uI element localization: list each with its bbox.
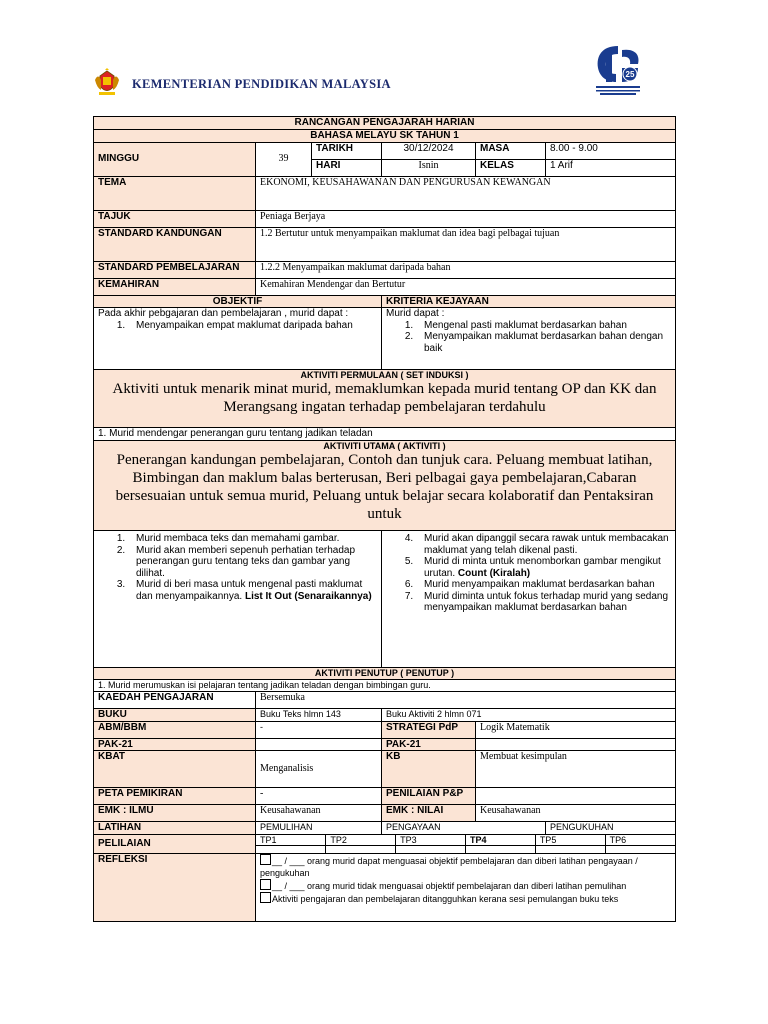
sk-value: 1.2 Bertutur untuk menyampaikan maklumat dan idea bagi pelbagai tujuan: [256, 227, 676, 261]
minggu-label: MINGGU: [94, 142, 256, 176]
tema-value: EKONOMI, KEUSAHAWANAN DAN PENGURUSAN KEWANGAN: [256, 176, 676, 210]
utama-left-cell: [94, 531, 382, 668]
kriteria-label: KRITERIA KEJAYAAN: [382, 295, 676, 308]
tp-item[interactable]: TP6: [605, 835, 675, 846]
kemahiran-label: KEMAHIRAN: [94, 278, 256, 295]
strategi-label: STRATEGI PdP: [382, 721, 476, 738]
tp-item[interactable]: TP1: [256, 835, 326, 846]
hari-label: HARI: [312, 159, 382, 176]
pak-label: PAK-21: [94, 738, 256, 751]
peta-value: -: [256, 788, 382, 805]
abm-value: -: [256, 721, 382, 738]
utama-step: 5. Murid di minta untuk menomborkan gambar mengikut urutan. Count (Kiralah): [416, 556, 671, 579]
abm-label: ABM/BBM: [94, 721, 256, 738]
kbat-value: Menganalisis: [256, 751, 382, 788]
pak-value-2: [476, 738, 676, 751]
permulaan-step: 1. Murid mendengar penerangan guru tentang jadikan teladan: [94, 428, 676, 441]
coat-of-arms-icon: [92, 68, 122, 98]
objektif-item: 1. Menyampaikan empat maklumat daripada bahan: [128, 320, 377, 332]
kriteria-item: 1. Mengenal pasti maklumat berdasarkan bahan: [416, 320, 671, 332]
hari-value: Isnin: [382, 159, 476, 176]
tp-item[interactable]: TP3: [396, 835, 466, 846]
strategy-tag: List It Out (Senaraikannya): [244, 590, 372, 602]
emk-nilai-label: EMK : NILAI: [382, 805, 476, 822]
utama-step: 2. Murid akan memberi sepenuh perhatian terhadap penerangan guru tentang teks dan gambar yang dilihat.: [128, 545, 377, 580]
utama-right-cell: [382, 531, 676, 668]
objektif-label: OBJEKTIF: [94, 295, 382, 308]
plan-subtitle: BAHASA MELAYU SK TAHUN 1: [94, 129, 676, 142]
tema-label: TEMA: [94, 176, 256, 210]
kaedah-value: Bersemuka: [256, 692, 676, 709]
utama-step: 1. Murid membaca teks dan memahami gambar.: [128, 533, 377, 545]
buku-aktiviti: Buku Aktiviti 2 hlmn 071: [382, 709, 676, 722]
tp-cell: [256, 834, 676, 854]
buku-teks: Buku Teks hlmn 143: [256, 709, 382, 722]
utama-text: Penerangan kandungan pembelajaran, Contoh dan tunjuk cara. Peluang membuat latihan, Bimbingan dan maklum balas berterusan, Beri pelbagai gaya pembelajaran,Cabaran bersesuaian untuk semua murid, Peluang untuk belajar secara kolaboratif dan Pentaksiran untuk: [115, 452, 654, 523]
tarikh-value: 30/12/2024: [382, 142, 476, 159]
tp-item[interactable]: TP5: [535, 835, 605, 846]
anniversary-logo-icon: [592, 42, 644, 98]
latihan-label: LATIHAN: [94, 822, 256, 835]
refleksi-label: REFLEKSI: [94, 854, 256, 922]
pemulihan-label: PEMULIHAN: [256, 822, 382, 835]
pelilaian-label: PELILAIAN: [94, 834, 256, 854]
tarikh-label: TARIKH: [312, 142, 382, 159]
page-header: [0, 0, 768, 110]
strategy-tag: Count (Kiralah): [457, 567, 531, 579]
refleksi-option: Aktiviti pengajaran dan pembelajaran ditangguhkan kerana sesi pemulangan buku teks: [260, 892, 671, 905]
sk-label: STANDARD KANDUNGAN: [94, 227, 256, 261]
kelas-value: 1 Arif: [546, 159, 676, 176]
penilaian-label: PENILAIAN P&P: [382, 788, 476, 805]
sp-label: STANDARD PEMBELAJARAN: [94, 261, 256, 278]
pengayaan-label: PENGAYAAN: [382, 822, 546, 835]
utama-step: 4. Murid akan dipanggil secara rawak untuk membacakan maklumat yang telah dikenal pasti.: [416, 533, 671, 556]
utama-step: 3. Murid di beri masa untuk mengenal pasti maklumat dan menyampaikannya. List It Out (Senaraikannya): [128, 579, 377, 602]
kaedah-label: KAEDAH PENGAJARAN: [94, 692, 256, 709]
objektif-intro: Pada akhir pebgajaran dan pembelajaran , murid dapat :: [98, 308, 349, 319]
kb-label: KB: [382, 751, 476, 788]
permulaan-label: AKTIVITI PERMULAAN ( SET INDUKSI ): [300, 370, 469, 380]
sp-value: 1.2.2 Menyampaikan maklumat daripada bahan: [256, 261, 676, 278]
peta-label: PETA PEMIKIRAN: [94, 788, 256, 805]
ministry-title: KEMENTERIAN PENDIDIKAN MALAYSIA: [132, 77, 391, 91]
checkbox-icon[interactable]: [260, 879, 271, 890]
penutup-label: AKTIVITI PENUTUP ( PENUTUP ): [94, 668, 676, 680]
utama-cell: [94, 441, 676, 531]
emk-ilmu-label: EMK : ILMU: [94, 805, 256, 822]
refleksi-option: __ / ___ orang murid tidak menguasai objektif pembelajaran dan diberi latihan pemulihan: [260, 879, 671, 892]
refleksi-cell: [256, 854, 676, 922]
checkbox-icon[interactable]: [260, 892, 271, 903]
refleksi-option: __ / ___ orang murid dapat menguasai objektif pembelajaran dan diberi latihan pengayaan / pengukuhan: [260, 856, 638, 878]
permulaan-cell: [94, 370, 676, 428]
kelas-label: KELAS: [476, 159, 546, 176]
checkbox-icon[interactable]: [260, 854, 271, 865]
minggu-value: 39: [256, 142, 312, 176]
pak-label-2: PAK-21: [382, 738, 476, 751]
tp-table: [256, 835, 675, 854]
utama-label: AKTIVITI UTAMA ( AKTIVITI ): [323, 441, 446, 451]
utama-step: 7. Murid diminta untuk fokus terhadap murid yang sedang menyampaikan maklumat berdasarkan bahan: [416, 591, 671, 614]
kbat-label: KBAT: [94, 751, 256, 788]
plan-title: RANCANGAN PENGAJARAH HARIAN: [94, 117, 676, 130]
tp-item[interactable]: TP2: [326, 835, 396, 846]
buku-label: BUKU: [94, 709, 256, 722]
utama-step: 6. Murid menyampaikan maklumat berdasarkan bahan: [416, 579, 671, 591]
emk-nilai-value: Keusahawanan: [476, 805, 676, 822]
masa-value: 8.00 - 9.00: [546, 142, 676, 159]
kriteria-item: 2. Menyampaikan maklumat berdasarkan bahan dengan baik: [416, 331, 671, 354]
penutup-text: 1. Murid merumuskan isi pelajaran tentang jadikan teladan dengan bimbingan guru.: [94, 680, 676, 692]
kemahiran-value: Kemahiran Mendengar dan Bertutur: [256, 278, 676, 295]
kb-value: Membuat kesimpulan: [476, 751, 676, 788]
pak-value: [256, 738, 382, 751]
tp-item[interactable]: TP4: [465, 835, 535, 846]
tajuk-label: TAJUK: [94, 210, 256, 227]
logo-badge: 25: [625, 70, 635, 79]
objektif-cell: [94, 308, 382, 370]
kriteria-intro: Murid dapat :: [386, 308, 445, 319]
kriteria-cell: [382, 308, 676, 370]
masa-label: MASA: [476, 142, 546, 159]
emk-ilmu-value: Keusahawanan: [256, 805, 382, 822]
lesson-plan-table: [93, 116, 676, 922]
pengukuhan-label: PENGUKUHAN: [546, 822, 676, 835]
tajuk-value: Peniaga Berjaya: [256, 210, 676, 227]
permulaan-text: Aktiviti untuk menarik minat murid, memaklumkan kepada murid tentang OP dan KK dan Merangsang ingatan terhadap pembelajaran terdahulu: [112, 381, 657, 416]
penilaian-value: [476, 788, 676, 805]
strategi-value: Logik Matematik: [476, 721, 676, 738]
